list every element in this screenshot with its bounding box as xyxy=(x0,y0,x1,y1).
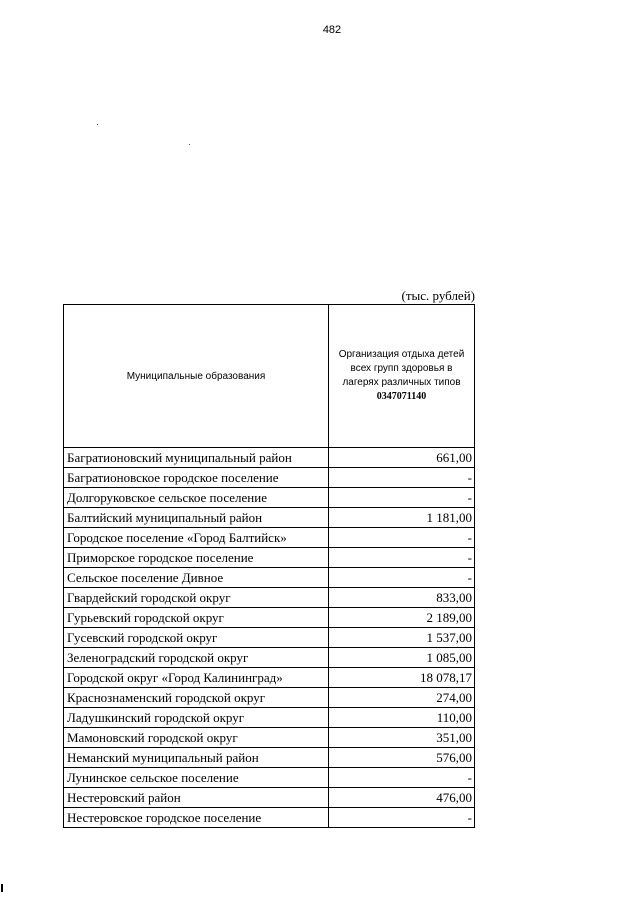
municipality-name: Нестеровское городское поселение xyxy=(64,808,329,828)
table-row xyxy=(64,648,475,668)
budget-table xyxy=(63,304,475,828)
table-row xyxy=(64,728,475,748)
amount-value: 1 085,00 xyxy=(329,648,475,668)
table-row xyxy=(64,748,475,768)
municipality-name: Лунинское сельское поселение xyxy=(64,768,329,788)
amount-value: 274,00 xyxy=(329,688,475,708)
column-header-organization-title: Организация отдыха детей всех групп здоровья в лагерях различных типов xyxy=(338,349,465,388)
amount-value: 110,00 xyxy=(329,708,475,728)
units-label: (тыс. рублей) xyxy=(401,288,475,303)
municipality-name: Гурьевский городской округ xyxy=(64,608,329,628)
table-row xyxy=(64,528,475,548)
amount-value: - xyxy=(329,808,475,828)
amount-value: 351,00 xyxy=(329,728,475,748)
amount-value: 576,00 xyxy=(329,748,475,768)
table-row xyxy=(64,788,475,808)
municipality-name: Гвардейский городской округ xyxy=(64,588,329,608)
table-row xyxy=(64,628,475,648)
municipality-name: Сельское поселение Дивное xyxy=(64,568,329,588)
municipality-name: Багратионовское городское поселение xyxy=(64,468,329,488)
column-header-municipalities: Муниципальные образования xyxy=(64,305,329,448)
scan-speck xyxy=(189,144,190,145)
municipality-name: Зеленоградский городской округ xyxy=(64,648,329,668)
amount-value: 661,00 xyxy=(329,448,475,468)
amount-value: 18 078,17 xyxy=(329,668,475,688)
table-row xyxy=(64,668,475,688)
municipality-name: Неманский муниципальный район xyxy=(64,748,329,768)
municipality-name: Долгоруковское сельское поселение xyxy=(64,488,329,508)
table-row xyxy=(64,588,475,608)
scan-edge-mark xyxy=(1,884,3,892)
amount-value: - xyxy=(329,768,475,788)
table-row xyxy=(64,548,475,568)
municipality-name: Краснознаменский городской округ xyxy=(64,688,329,708)
table-row xyxy=(64,608,475,628)
table-row xyxy=(64,688,475,708)
municipality-name: Городской округ «Город Калининград» xyxy=(64,668,329,688)
amount-value: - xyxy=(329,568,475,588)
municipality-name: Нестеровский район xyxy=(64,788,329,808)
municipality-name: Багратионовский муниципальный район xyxy=(64,448,329,468)
table-row xyxy=(64,708,475,728)
table-row xyxy=(64,568,475,588)
table-row xyxy=(64,768,475,788)
table-header-row xyxy=(64,305,475,448)
scan-speck xyxy=(97,124,98,125)
municipality-name: Гусевский городской округ xyxy=(64,628,329,648)
amount-value: - xyxy=(329,528,475,548)
page-number: 482 xyxy=(322,24,342,36)
amount-value: 1 181,00 xyxy=(329,508,475,528)
table-row xyxy=(64,488,475,508)
table-row xyxy=(64,808,475,828)
amount-value: 476,00 xyxy=(329,788,475,808)
column-header-code: 0347071140 xyxy=(376,391,427,402)
municipality-name: Городское поселение «Город Балтийск» xyxy=(64,528,329,548)
amount-value: 833,00 xyxy=(329,588,475,608)
column-header-organization xyxy=(329,305,475,448)
amount-value: - xyxy=(329,488,475,508)
municipality-name: Балтийский муниципальный район xyxy=(64,508,329,528)
table-row xyxy=(64,508,475,528)
municipality-name: Ладушкинский городской округ xyxy=(64,708,329,728)
table-row xyxy=(64,468,475,488)
amount-value: - xyxy=(329,548,475,568)
municipality-name: Приморское городское поселение xyxy=(64,548,329,568)
amount-value: 2 189,00 xyxy=(329,608,475,628)
municipality-name: Мамоновский городской округ xyxy=(64,728,329,748)
amount-value: - xyxy=(329,468,475,488)
table-row xyxy=(64,448,475,468)
table-body xyxy=(64,448,475,828)
amount-value: 1 537,00 xyxy=(329,628,475,648)
